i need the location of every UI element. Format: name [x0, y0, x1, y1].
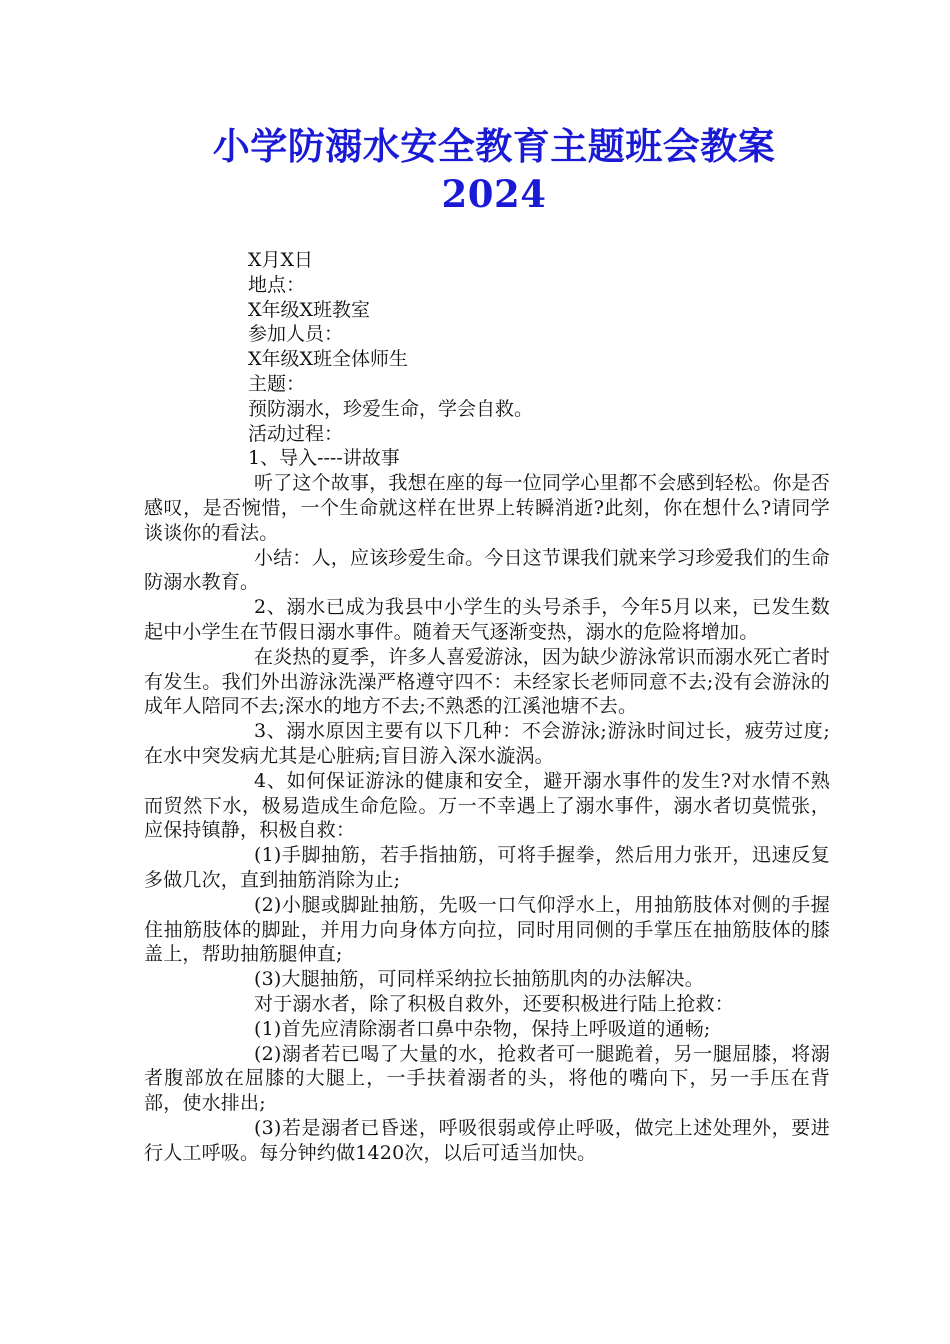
paragraph: (1)手脚抽筋，若手指抽筋，可将手握拳，然后用力张开，迅速反复多做几次，直到抽筋消除为止;: [144, 844, 830, 891]
process-label: 活动过程：: [248, 422, 344, 445]
document-title: [144, 122, 844, 218]
theme-label: 主题：: [248, 372, 306, 395]
paragraph: 4、如何保证游泳的健康和安全，避开溺水事件的发生?对水情不熟而贸然下水，极易造成生命危险。万一不幸遇上了溺水事件，溺水者切莫慌张，应保持镇静，积极自救：: [144, 769, 830, 842]
date-line: X月X日: [248, 249, 314, 271]
theme-value: 预防溺水，珍爱生命，学会自救。: [248, 397, 534, 420]
paragraph: 在炎热的夏季，许多人喜爱游泳，因为缺少游泳常识而溺水死亡者时有发生。我们外出游泳洗澡严格遵守四不：未经家长老师同意不去;没有会游泳的成年人陪同不去;深水的地方不去;不熟悉的江溪池塘不去。: [144, 645, 831, 718]
paragraph: 对于溺水者，除了积极自救外，还要积极进行陆上抢救：: [254, 992, 735, 1015]
section-1-heading: 1、导入----讲故事: [248, 447, 400, 470]
paragraph: 3、溺水原因主要有以下几种：不会游泳;游泳时间过长，疲劳过度;在水中突发病尤其是心脏病;盲目游入深水漩涡。: [144, 720, 830, 767]
meta-block: [144, 248, 830, 471]
participants-label: 参加人员：: [248, 323, 344, 346]
paragraph: (2)溺者若已喝了大量的水，抢救者可一腿跪着，另一腿屈膝，将溺者腹部放在屈膝的大腿上，一手扶着溺者的头，将他的嘴向下，另一手压在背部，使水排出;: [144, 1042, 830, 1115]
paragraph: 听了这个故事，我想在座的每一位同学心里都不会感到轻松。你是否感叹，是否惋惜，一个生命就这样在世界上转瞬消逝?此刻，你在想什么?请同学谈谈你的看法。: [144, 472, 831, 544]
paragraph: (3)若是溺者已昏迷，呼吸很弱或停止呼吸，做完上述处理外，要进行人工呼吸。每分钟约做1420次，以后可适当加快。: [144, 1116, 830, 1164]
location-label: 地点：: [248, 273, 306, 296]
paragraph: 2、溺水已成为我县中小学生的头号杀手，今年5月以来，已发生数起中小学生在节假日溺水事件。随着天气逐渐变热，溺水的危险将增加。: [144, 596, 830, 643]
paragraph: 小结：人，应该珍爱生命。今日这节课我们就来学习珍爱我们的生命防溺水教育。: [144, 546, 831, 594]
paragraph: (2)小腿或脚趾抽筋，先吸一口气仰浮水上，用抽筋肢体对侧的手握住抽筋肢体的脚趾，并用力向身体方向拉，同时用同侧的手掌压在抽筋肢体的膝盖上，帮助抽筋腿伸直;: [144, 893, 830, 966]
participants-value: X年级X班全体师生: [248, 348, 409, 371]
paragraph: (1)首先应清除溺者口鼻中杂物，保持上呼吸道的通畅;: [254, 1017, 711, 1040]
paragraph: (3)大腿抽筋，可同样采纳拉长抽筋肌肉的办法解决。: [254, 968, 704, 991]
location-value: X年级X班教室: [248, 298, 371, 321]
title-line-2: 2024: [441, 172, 547, 216]
document-body: [144, 471, 830, 1165]
title-line-1: 小学防溺水安全教育主题班会教案: [212, 124, 776, 168]
